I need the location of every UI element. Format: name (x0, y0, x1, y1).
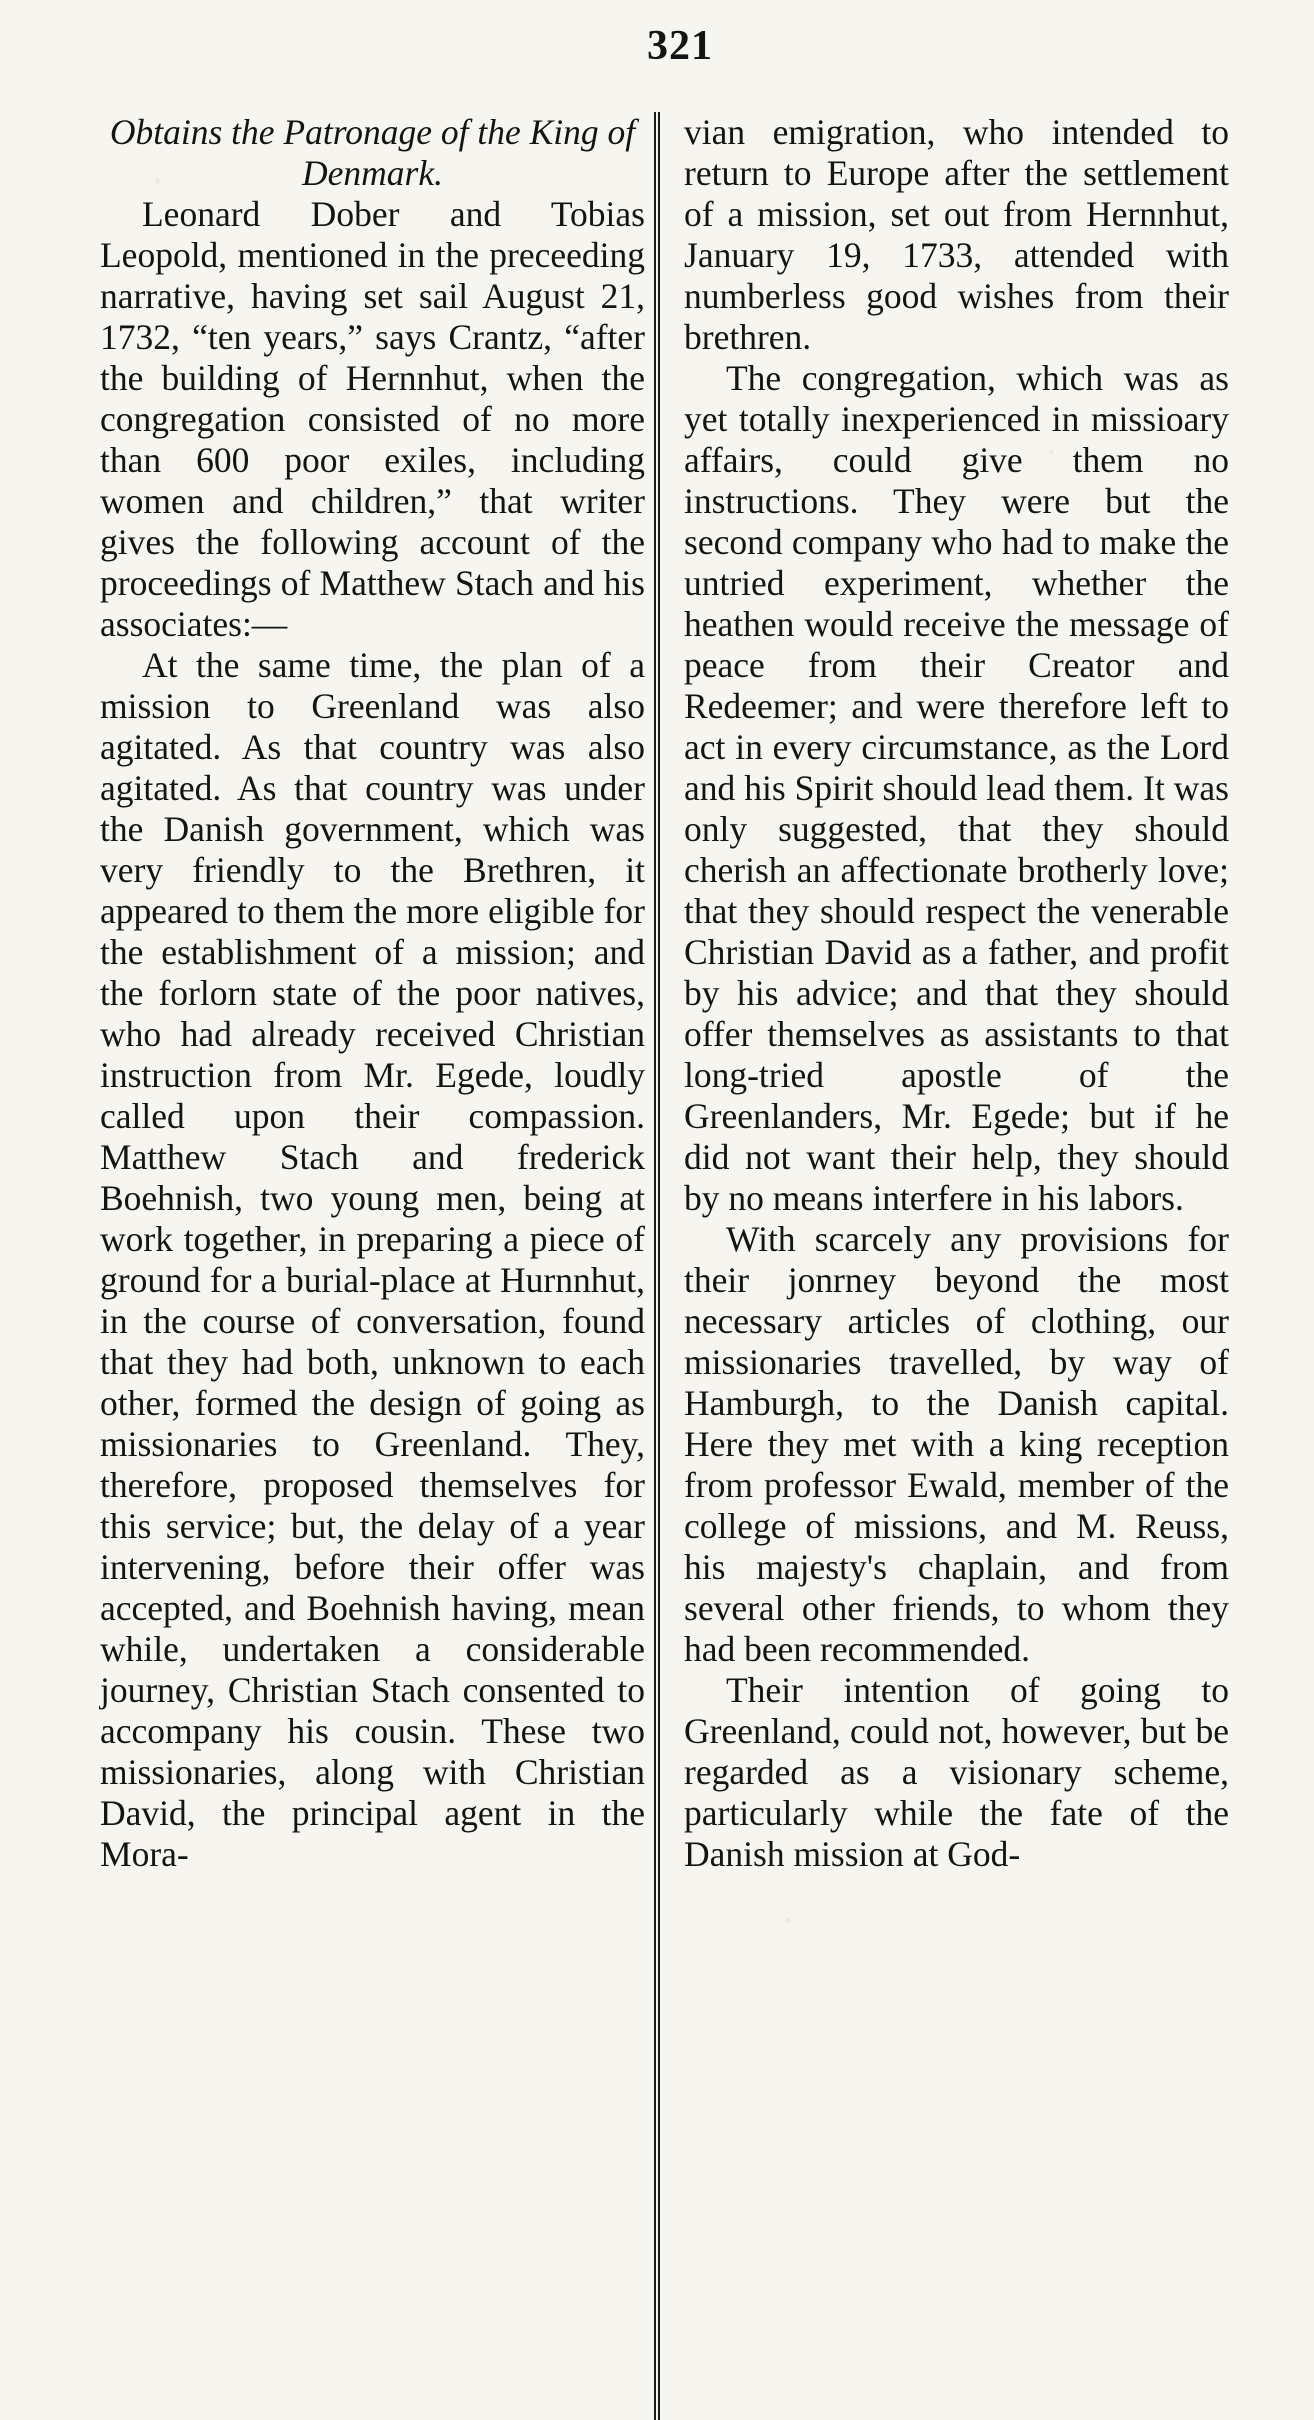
column-divider (654, 112, 659, 2420)
right-column (684, 112, 1229, 1875)
page-number: 321 (647, 23, 713, 69)
paragraph-moravian-emigration: vian emigration, who intended to return to Europe after the settlement of a mission, set out from Hernnhut, January 19, 1733, attended with numberless good wishes from their brethren. (684, 112, 1229, 357)
paragraph-congregation: The congregation, which was as yet totally inexperienced in missioary affairs, could give them no instructions. They were but the second company who had to make the untried experiment, whether the heathen would receive the message of peace from their Creator and Redeemer; and were therefore left to act in every circumstance, as the Lord and his Spirit should lead them. It was only suggested, that they should cherish an affectionate brotherly love; that they should respect the venerable Christian David as a father, and profit by his advice; and that they should offer themselves as assistants to that long-tried apostle of the Greenlanders, Mr. Egede; but if he did not want their help, they should by no means interfere in his labors. (684, 358, 1229, 1218)
paragraph-intention: Their intention of going to Greenland, could not, however, but be regarded as a visionary scheme, particularly while the fate of the Danish mission at God- (684, 1670, 1229, 1874)
paragraph-dober-leopold: Leonard Dober and Tobias Leopold, mentioned in the preceeding narrative, having set sail August 21, 1732, “ten years,” says Crantz, “after the building of Hernnhut, when the congregation consisted of no more than 600 poor exiles, including women and children,” that writer gives the following account of the proceedings of Matthew Stach and his associates:— (100, 194, 645, 644)
section-heading: Obtains the Patronage of the King of Denmark. (109, 112, 636, 193)
paragraph-provisions: With scarcely any provisions for their jonrney beyond the most necessary articles of clothing, our missionaries travelled, by way of Hamburgh, to the Danish capital. Here they met with a king reception from professor Ewald, member of the college of missions, and M. Reuss, his majesty's chaplain, and from several other friends, to whom they had been recommended. (684, 1219, 1229, 1669)
paragraph-greenland-mission: At the same time, the plan of a mission to Greenland was also agitated. As that country was also agitated. As that country was under the Danish government, which was very friendly to the Brethren, it appeared to them the more eligible for the establishment of a mission; and the forlorn state of the poor natives, who had already received Christian instruction from Mr. Egede, loudly called upon their compassion. Matthew Stach and frederick Boehnish, two young men, being at work together, in preparing a piece of ground for a burial-place at Hurnnhut, in the course of conversation, found that they had both, unknown to each other, formed the design of going as missionaries to Greenland. They, therefore, proposed themselves for this service; but, the delay of a year intervening, before their offer was accepted, and Boehnish having, mean while, undertaken a considerable journey, Christian Stach consented to accompany his cousin. These two missionaries, along with Christian David, the principal agent in the Mora- (100, 645, 645, 1874)
left-column (100, 112, 645, 1875)
